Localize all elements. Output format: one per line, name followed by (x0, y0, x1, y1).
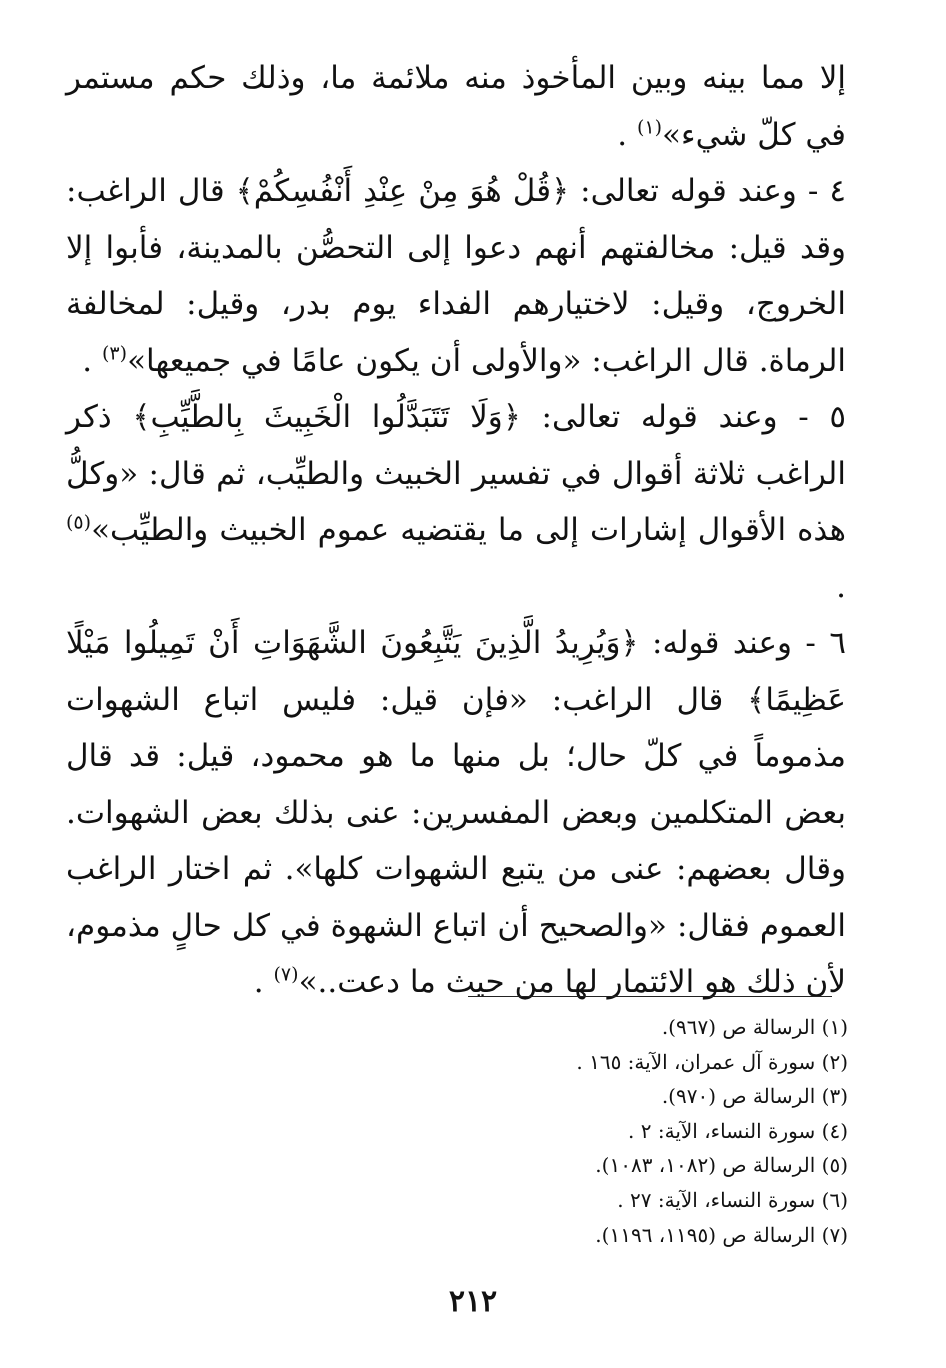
footnote-4: (٤) سورة النساء، الآية: ٢ . (628, 1118, 848, 1143)
note-ref-1: (١) (636, 116, 663, 139)
footnote-5: (٥) الرسالة ص (١٠٨٢، ١٠٨٣). (595, 1153, 848, 1178)
page-number: ٢١٢ (448, 1284, 498, 1319)
note-ref-3: (٣) (102, 342, 128, 365)
footnote-2: (٢) سورة آل عمران، الآية: ١٦٥ . (576, 1049, 848, 1074)
footnote-7: (٧) الرسالة ص (١١٩٥، ١١٩٦). (595, 1222, 848, 1247)
footnotes-list (148, 1010, 848, 1252)
paragraph-text: ٤ - وعند قوله تعالى: ﴿قُلْ هُوَ مِنْ عِنْدِ أَنْفُسِكُمْ﴾ قال الراغب: وقد قيل: مخالفتهم أنهم دعوا إلى التحصُّن بالمدينة، فأبوا إلا الخروج، وقيل: لاختيارهم الفداء يوم بدر، وقيل: لمخالفة الرماة. قال الراغب: «والأولى أن يكون عامًا في جميعها» (66, 173, 846, 379)
footnote-1: (١) الرسالة ص (٩٦٧). (661, 1015, 848, 1039)
footnote-6: (٦) سورة النساء، الآية: ٢٧ . (617, 1187, 848, 1212)
main-text (66, 50, 846, 1011)
note-ref-5: (٥) (66, 511, 92, 534)
paragraph-text: ٥ - وعند قوله تعالى: ﴿وَلَا تَتَبَدَّلُوا الْخَبِيثَ بِالطَّيِّبِ﴾ ذكر الراغب ثلاثة أقوال في تفسير الخبيث والطيِّب، ثم قال: «وكلُّ هذه الأقوال إشارات إلى ما يقتضيه عموم الخبيث والطيِّب» (66, 399, 846, 548)
paragraph-item-4: ٤ - وعند قوله تعالى: ﴿قُلْ هُوَ مِنْ عِنْدِ أَنْفُسِكُمْ﴾ قال الراغب: وقد قيل: مخالفتهم أنهم دعوا إلى التحصُّن بالمدينة، فأبوا إلا الخروج، وقيل: لاختيارهم الفداء يوم بدر، وقيل: لمخالفة الرماة. قال الراغب: «والأولى أن يكون عامًا في جميعها»$^{(٣)}$ . (66, 173, 846, 379)
paragraph-continuation: إلا مما بينه وبين المأخوذ منه ملائمة ما، وذلك حكم مستمر في كلّ شيء»$^{(١)}$ . (66, 60, 846, 153)
footnote-3: (٣) الرسالة ص (٩٧٠). (661, 1084, 848, 1109)
paragraph-item-6: ٦ - وعند قوله: ﴿وَيُرِيدُ الَّذِينَ يَتَّبِعُونَ الشَّهَوَاتِ أَنْ تَمِيلُوا مَيْلًا عَظِيمًا﴾ قال الراغب: «فإن قيل: فليس اتباع الشهوات مذموماً في كلّ حال؛ بل منها ما هو محمود، قيل: قد قال بعض المتكلمين وبعض المفسرين: عنى بذلك بعض الشهوات. وقال بعضهم: عنى من يتبع الشهوات كلها». ثم اختار الراغب العموم فقال: «والصحيح أن اتباع الشهوة في كل حالٍ مذموم، لأن ذلك هو الائتمار لها من حيث ما دعت..»$^{(٧)}$ . (66, 625, 846, 1000)
paragraph-text: إلا مما بينه وبين المأخوذ منه ملائمة ما، وذلك حكم مستمر في كلّ شيء» (66, 60, 846, 153)
paragraph-text: ٦ - وعند قوله: ﴿وَيُرِيدُ الَّذِينَ يَتَّبِعُونَ الشَّهَوَاتِ أَنْ تَمِيلُوا مَيْلًا عَظِيمًا﴾ قال الراغب: «فإن قيل: فليس اتباع الشهوات مذموماً في كلّ حال؛ بل منها ما هو محمود، قيل: قد قال بعض المتكلمين وبعض المفسرين: عنى بذلك بعض الشهوات. وقال بعضهم: عنى من يتبع الشهوات كلها». ثم اختار الراغب العموم فقال: «والصحيح أن اتباع الشهوة في كل حالٍ مذموم، لأن ذلك هو الائتمار لها من حيث ما دعت..» (66, 625, 846, 1000)
paragraph-item-5: ٥ - وعند قوله تعالى: ﴿وَلَا تَتَبَدَّلُوا الْخَبِيثَ بِالطَّيِّبِ﴾ ذكر الراغب ثلاثة أقوال في تفسير الخبيث والطيِّب، ثم قال: «وكلُّ هذه الأقوال إشارات إلى ما يقتضيه عموم الخبيث والطيِّب»$^{(٥)}$ . (66, 399, 846, 605)
note-ref-7: (٧) (273, 963, 299, 986)
footnote-divider (468, 996, 832, 997)
